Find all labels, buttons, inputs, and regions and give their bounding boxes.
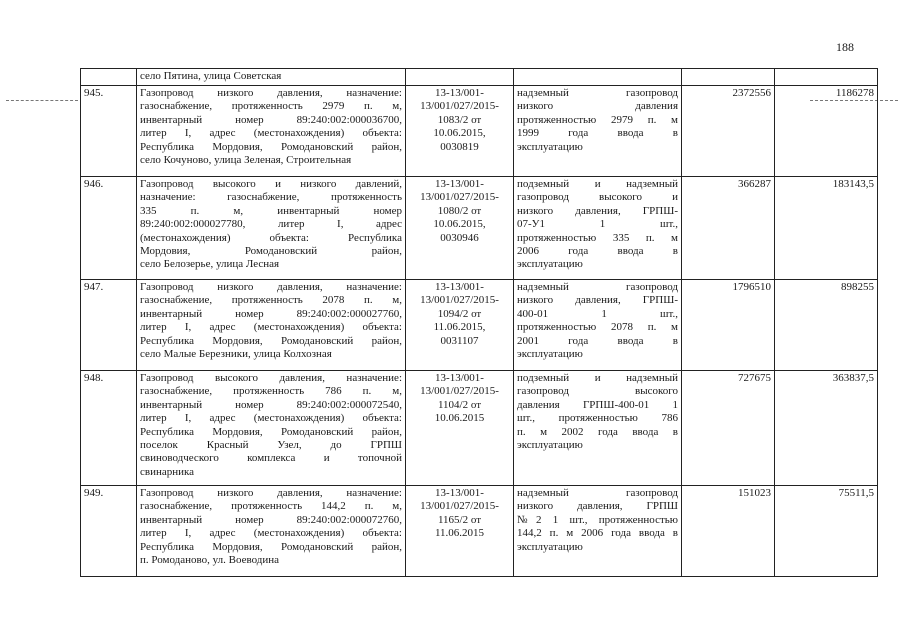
characteristics-cell-line: №2 1 шт., протяженностью	[517, 513, 678, 526]
value2-cell: 75511,5	[775, 486, 878, 577]
characteristics-cell-line: эксплуатацию	[517, 258, 583, 271]
table-row	[81, 86, 878, 177]
description-cell-line: литер I, адрес (местонахождения) объекта:	[140, 412, 402, 425]
characteristics-cell-line: эксплуатацию	[517, 140, 583, 153]
registration-cell-line: 13-13/001-	[435, 87, 484, 99]
characteristics-cell-line: надземный газопровод	[517, 281, 678, 293]
description-cell-line: Газопровод низкого давления, назначение:	[140, 281, 402, 293]
characteristics-cell-line: низкого давления	[517, 100, 678, 113]
registration-cell-line: 13/001/027/2015-	[420, 191, 499, 204]
row-number-cell: 946.	[81, 177, 137, 280]
characteristics-cell	[514, 69, 682, 86]
characteristics-cell	[514, 177, 682, 280]
description-cell-line: Газопровод высокого давления, назначение:	[140, 372, 402, 384]
registration-cell-line: 1094/2 от	[437, 307, 482, 320]
registration-cell-line: 10.06.2015	[434, 412, 485, 425]
value2-cell: 1186278	[775, 86, 878, 177]
characteristics-cell-line: надземный газопровод	[517, 487, 678, 499]
characteristics-cell-line: низкого давления, ГРПШ	[517, 500, 678, 513]
characteristics-cell-line: п. м 2002 года ввода в	[517, 425, 678, 438]
description-cell-line: село Кочуново, улица Зеленая, Строительная	[140, 154, 352, 167]
characteristics-cell	[514, 371, 682, 486]
registration-cell-line: 13-13/001-	[435, 281, 484, 293]
value1-cell: 151023	[682, 486, 775, 577]
description-cell-line: назначение: газоснабжение, протяженность	[140, 191, 402, 204]
value1-cell: 2372556	[682, 86, 775, 177]
row-number-cell: 945.	[81, 86, 137, 177]
characteristics-cell-line: 144,2 п. м 2006 года ввода в	[517, 527, 678, 540]
description-cell-line: село Белозерье, улица Лесная	[140, 258, 280, 271]
description-cell-line: Республика Мордовия, Ромодановский район,	[140, 140, 402, 153]
registration-cell	[406, 371, 514, 486]
description-cell-line: 89:240:002:000027780, литер I, адрес	[140, 218, 402, 231]
registration-cell-line: 13-13/001-	[435, 487, 484, 499]
description-cell-line: Газопровод низкого давления, назначение:	[140, 487, 402, 499]
registration-cell-line: 11.06.2015	[434, 527, 485, 540]
characteristics-cell-line: шт., протяженностью 786	[517, 412, 678, 425]
value1-cell: 727675	[682, 371, 775, 486]
characteristics-cell-line: давления ГРПШ-400-01 1	[517, 398, 678, 411]
description-cell-line: инвентарный номер 89:240:002:000072760,	[140, 513, 402, 526]
characteristics-cell-line: 2006 года ввода в	[517, 245, 678, 258]
registration-cell-line: 13/001/027/2015-	[420, 385, 499, 398]
description-cell	[137, 86, 406, 177]
value2-cell: 363837,5	[775, 371, 878, 486]
registration-cell-line: 11.06.2015,	[433, 321, 486, 334]
register-table	[80, 68, 878, 577]
value1-cell	[682, 69, 775, 86]
characteristics-cell-line: газопровод высокого	[517, 385, 678, 398]
registration-cell	[406, 69, 514, 86]
description-cell	[137, 69, 406, 86]
registration-cell-line: 0030819	[440, 140, 479, 153]
registration-cell-line: 13-13/001-	[435, 372, 484, 384]
row-number-cell: 948.	[81, 371, 137, 486]
registration-cell-line: 13-13/001-	[435, 178, 484, 190]
description-cell	[137, 371, 406, 486]
description-cell-line: село Пятина, улица Советская	[140, 70, 282, 82]
table-row	[81, 177, 878, 280]
row-number-cell	[81, 69, 137, 86]
registration-cell-line: 0030946	[440, 231, 479, 244]
value2-cell: 898255	[775, 280, 878, 371]
description-cell-line: Газопровод высокого и низкого давлений,	[140, 178, 402, 190]
description-cell	[137, 486, 406, 577]
characteristics-cell-line: 2001 года ввода в	[517, 334, 678, 347]
registration-cell	[406, 86, 514, 177]
characteristics-cell-line: протяженностью 335 п. м	[517, 231, 678, 244]
description-cell-line: инвентарный номер 89:240:002:000072540,	[140, 398, 402, 411]
characteristics-cell-line: низкого давления, ГРПШ-	[517, 294, 678, 307]
registration-cell-line: 13/001/027/2015-	[420, 294, 499, 307]
characteristics-cell	[514, 86, 682, 177]
description-cell-line: поселок Красный Узел, до ГРПШ	[140, 439, 402, 452]
description-cell-line: п. Ромоданово, ул. Воеводина	[140, 554, 280, 567]
description-cell-line: Республика Мордовия, Ромодановский район,	[140, 540, 402, 553]
description-cell-line: газоснабжение, протяженность 2078 п. м,	[140, 294, 402, 307]
registration-cell-line: 1080/2 от	[437, 204, 482, 217]
value2-cell	[775, 69, 878, 86]
characteristics-cell-line: протяженностью 2979 п. м	[517, 113, 678, 126]
description-cell-line: свиноводческого комплекса и топочной	[140, 452, 402, 465]
characteristics-cell-line: 400-01 1 шт.,	[517, 307, 678, 320]
description-cell-line: газоснабжение, протяженность 786 п. м,	[140, 385, 402, 398]
registration-cell-line: 1104/2 от	[437, 398, 482, 411]
registration-cell-line: 10.06.2015,	[433, 127, 486, 140]
description-cell-line: (местонахождения) объекта: Республика	[140, 231, 402, 244]
registration-cell-line: 10.06.2015,	[433, 218, 486, 231]
description-cell	[137, 280, 406, 371]
description-cell-line: свинарника	[140, 465, 195, 478]
registration-cell-line: 1165/2 от	[437, 513, 482, 526]
page-number: 188	[836, 40, 854, 54]
row-number-cell: 949.	[81, 486, 137, 577]
registration-cell	[406, 177, 514, 280]
registration-cell	[406, 280, 514, 371]
description-cell-line: Республика Мордовия, Ромодановский район,	[140, 425, 402, 438]
characteristics-cell-line: 1999 года ввода в	[517, 127, 678, 140]
characteristics-cell-line: подземный и надземный	[517, 178, 678, 190]
description-cell-line: газоснабжение, протяженность 2979 п. м,	[140, 100, 402, 113]
description-cell-line: литер I, адрес (местонахождения) объекта:	[140, 527, 402, 540]
characteristics-cell-line: протяженностью 2078 п. м	[517, 321, 678, 334]
description-cell-line: литер I, адрес (местонахождения) объекта:	[140, 127, 402, 140]
characteristics-cell-line: эксплуатацию	[517, 540, 583, 553]
characteristics-cell	[514, 280, 682, 371]
table-row	[81, 486, 878, 577]
registration-cell-line: 13/001/027/2015-	[420, 100, 499, 113]
description-cell	[137, 177, 406, 280]
description-cell-line: инвентарный номер 89:240:002:000027760,	[140, 307, 402, 320]
value1-cell: 366287	[682, 177, 775, 280]
table-row	[81, 280, 878, 371]
registration-cell	[406, 486, 514, 577]
row-number-cell: 947.	[81, 280, 137, 371]
value2-cell: 183143,5	[775, 177, 878, 280]
characteristics-cell-line: газопровод высокого и	[517, 191, 678, 204]
characteristics-cell-line: низкого давления, ГРПШ-	[517, 204, 678, 217]
scan-artifact-line-left	[6, 100, 78, 101]
registration-cell-line: 13/001/027/2015-	[420, 500, 499, 513]
characteristics-cell-line: подземный и надземный	[517, 372, 678, 384]
characteristics-cell-line: эксплуатацию	[517, 348, 583, 361]
description-cell-line: Мордовия, Ромодановский район,	[140, 245, 402, 258]
description-cell-line: село Малые Березники, улица Колхозная	[140, 348, 332, 361]
characteristics-cell-line: 07-У1 1 шт.,	[517, 218, 678, 231]
characteristics-cell	[514, 486, 682, 577]
description-cell-line: 335 п. м, инвентарный номер	[140, 204, 402, 217]
characteristics-cell-line: эксплуатацию	[517, 439, 583, 452]
description-cell-line: Газопровод низкого давления, назначение:	[140, 87, 402, 99]
table-row-continuation	[81, 69, 878, 86]
registration-cell-line: 1083/2 от	[437, 113, 482, 126]
registration-cell-line: 0031107	[440, 334, 479, 347]
description-cell-line: литер I, адрес (местонахождения) объекта:	[140, 321, 402, 334]
characteristics-cell-line: надземный газопровод	[517, 87, 678, 99]
table-row	[81, 371, 878, 486]
description-cell-line: Республика Мордовия, Ромодановский район,	[140, 334, 402, 347]
description-cell-line: газоснабжение, протяженность 144,2 п. м,	[140, 500, 402, 513]
description-cell-line: инвентарный номер 89:240:002:000036700,	[140, 113, 402, 126]
value1-cell: 1796510	[682, 280, 775, 371]
